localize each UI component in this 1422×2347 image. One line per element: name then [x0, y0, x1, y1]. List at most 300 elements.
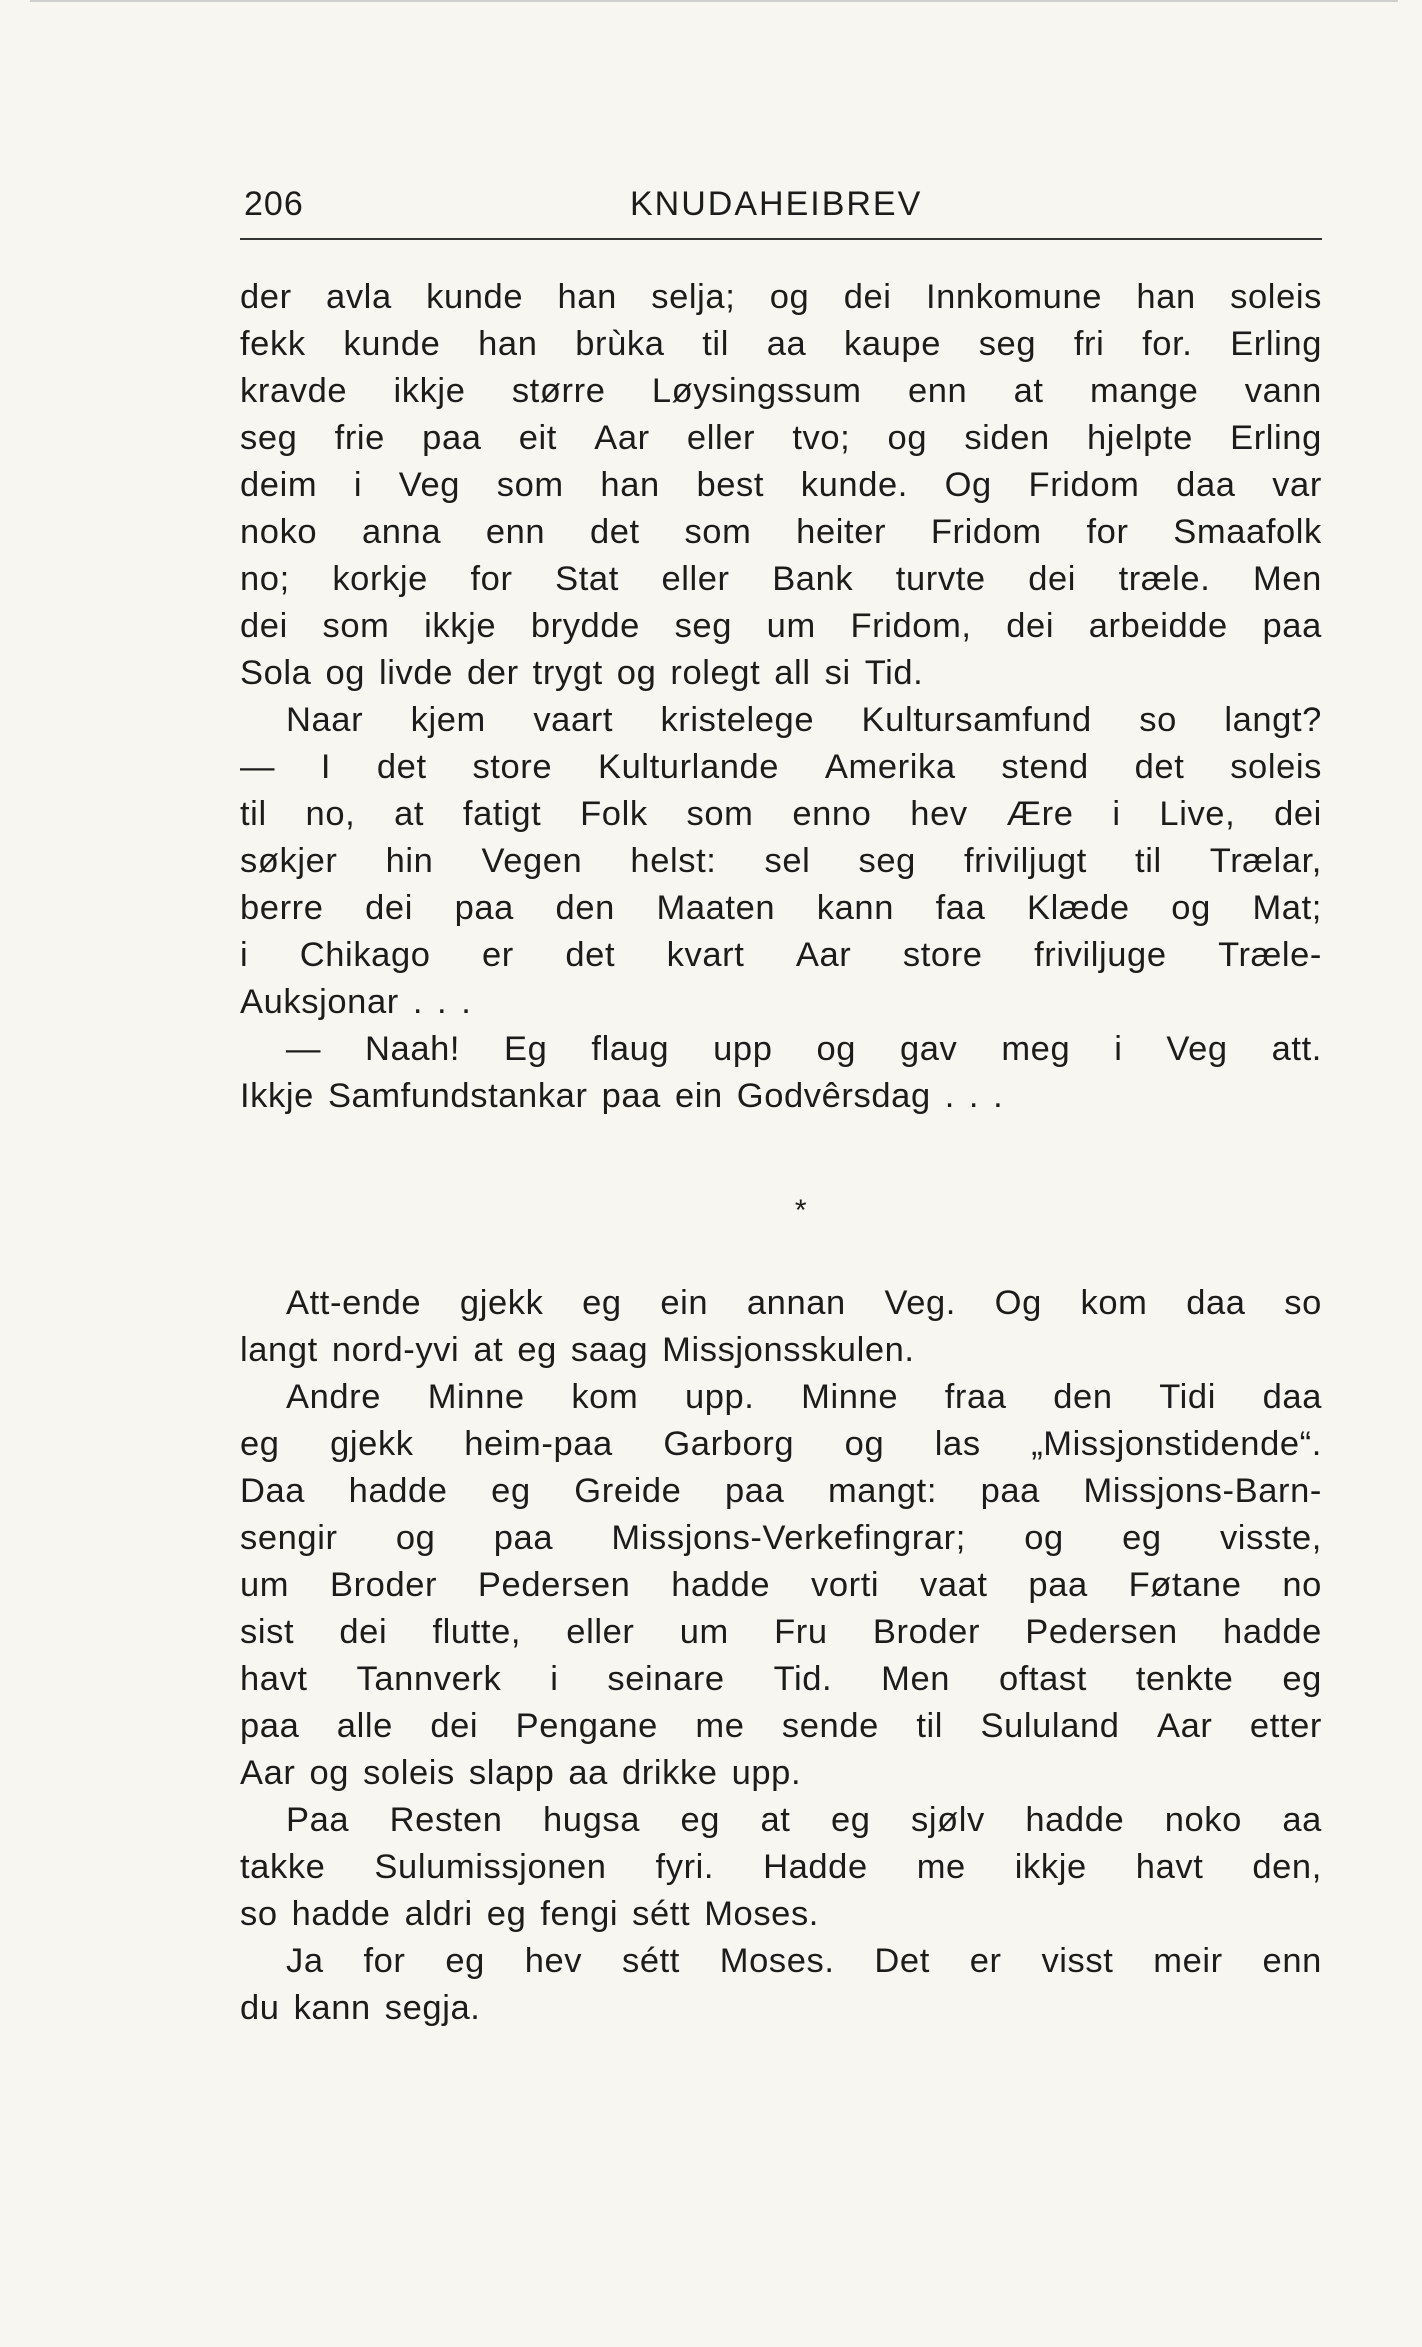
word: som: [496, 466, 564, 504]
word: eg: [1122, 1519, 1162, 1557]
word: paa: [240, 1707, 300, 1745]
word: større: [511, 372, 606, 410]
text-line: [240, 1026, 1322, 1073]
word: slapp: [468, 1754, 555, 1792]
word: Sululand: [980, 1707, 1120, 1745]
word: daa: [1176, 466, 1236, 504]
word: eg: [582, 1284, 622, 1322]
word: hadde: [1223, 1613, 1322, 1651]
word: i: [240, 936, 249, 974]
word: mangt:: [827, 1472, 938, 1510]
word: for.: [1142, 325, 1193, 363]
word: Missjons-Verkefingrar;: [611, 1519, 966, 1557]
word: upp.: [731, 1754, 802, 1792]
word: søkjer: [240, 842, 338, 880]
word: friviljugt: [964, 842, 1087, 880]
word: eller: [566, 1613, 635, 1651]
word: berre: [240, 889, 324, 927]
word: den: [555, 889, 615, 927]
word: no,: [305, 795, 356, 833]
word: den: [1053, 1378, 1113, 1416]
word: no: [1282, 1566, 1322, 1604]
text-line: [240, 791, 1322, 838]
word: at: [473, 1331, 504, 1369]
word: alle: [336, 1707, 393, 1745]
word: enno: [792, 795, 872, 833]
word: Træle-: [1218, 936, 1322, 974]
word: ein: [674, 1077, 723, 1115]
word: dei: [1274, 795, 1322, 833]
word: hev: [524, 1942, 583, 1980]
word: og: [325, 654, 366, 692]
word: var: [1272, 466, 1322, 504]
word: Minne: [427, 1378, 525, 1416]
word: visst: [1041, 1942, 1114, 1980]
word: Missjonsskulen.: [662, 1331, 915, 1369]
word: arbeidde: [1088, 607, 1228, 645]
word: „Missjonstidende“.: [1031, 1425, 1322, 1463]
word: nord-yvi: [331, 1331, 460, 1369]
word: til: [240, 795, 267, 833]
word: annan: [746, 1284, 846, 1322]
separator-asterisk: *: [794, 1193, 808, 1227]
word: Minne: [801, 1378, 899, 1416]
word: paa: [725, 1472, 785, 1510]
word: Moses.: [719, 1942, 835, 1980]
word: sétt: [632, 1895, 691, 1933]
word: og: [1171, 889, 1211, 927]
word: faa: [935, 889, 986, 927]
text-line: [240, 650, 1322, 697]
word: hadde: [1025, 1801, 1125, 1839]
word: havt: [1135, 1848, 1204, 1886]
word: seg: [240, 419, 298, 457]
word: Pedersen: [477, 1566, 631, 1604]
word: kravde: [240, 372, 348, 410]
word: eg: [1282, 1660, 1322, 1698]
word: er: [482, 936, 514, 974]
word: eller: [686, 419, 756, 457]
word: daa: [1262, 1378, 1322, 1416]
word: Samfundstankar: [327, 1077, 588, 1115]
word: um: [240, 1566, 290, 1604]
word: som: [686, 795, 754, 833]
word: frie: [334, 419, 385, 457]
running-title: KNUDAHEIBREV: [630, 185, 923, 223]
word: Veg.: [884, 1284, 956, 1322]
word: eit: [518, 419, 557, 457]
word: vaat: [919, 1566, 988, 1604]
word: Men: [881, 1660, 951, 1698]
word: Sola: [240, 654, 312, 692]
word: for: [363, 1942, 406, 1980]
word: hadde: [348, 1472, 448, 1510]
word: Godvêrsdag: [736, 1077, 931, 1115]
word: etter: [1249, 1707, 1322, 1745]
word: drikke: [621, 1754, 718, 1792]
word: Naar: [286, 701, 364, 739]
word: noko: [240, 513, 318, 551]
word: kaupe: [843, 325, 941, 363]
word: Og: [944, 466, 992, 504]
text-line: [240, 885, 1322, 932]
word: soleis: [1230, 278, 1322, 316]
word: fengi: [540, 1895, 619, 1933]
word: paa: [1028, 1566, 1088, 1604]
word: eller: [661, 560, 730, 598]
word: han: [557, 278, 617, 316]
word: Pengane: [515, 1707, 658, 1745]
word: fri: [1073, 325, 1105, 363]
word: takke: [240, 1848, 326, 1886]
text-line: [240, 1985, 1322, 2032]
word: for: [1086, 513, 1129, 551]
text-line: [240, 1421, 1322, 1468]
word: flaug: [591, 1030, 670, 1068]
word: sjølv: [910, 1801, 985, 1839]
word: hugsa: [543, 1801, 641, 1839]
word: dei: [843, 278, 892, 316]
word: hjelpte: [1087, 419, 1193, 457]
word: sétt: [621, 1942, 680, 1980]
word: kom: [1080, 1284, 1148, 1322]
word: og: [1024, 1519, 1064, 1557]
word: enn: [907, 372, 968, 410]
word: Paa: [286, 1801, 350, 1839]
word: eg: [680, 1801, 721, 1839]
text-line: [240, 932, 1322, 979]
word: Moses.: [704, 1895, 819, 1933]
word: hev: [910, 795, 968, 833]
text-line: [240, 368, 1322, 415]
word: det: [1134, 748, 1185, 786]
word: Fru: [774, 1613, 828, 1651]
word: at: [760, 1801, 791, 1839]
word: heim-paa: [464, 1425, 613, 1463]
word: kann: [293, 1989, 371, 2027]
text-line: [240, 1073, 1322, 1120]
text-line: [240, 697, 1322, 744]
word: eg: [486, 1895, 527, 1933]
word: fraa: [944, 1378, 1007, 1416]
word: han: [478, 325, 538, 363]
word: so: [1284, 1284, 1322, 1322]
word: som: [684, 513, 752, 551]
running-head: [240, 178, 1322, 240]
word: anna: [361, 513, 442, 551]
word: noko: [1164, 1801, 1242, 1839]
word: Erling: [1230, 419, 1322, 457]
word: Tannverk: [356, 1660, 502, 1698]
text-line: [240, 1468, 1322, 1515]
word: no;: [240, 560, 290, 598]
word: aa: [568, 1754, 608, 1792]
text-line: [240, 1938, 1322, 1985]
word: friviljuge: [1034, 936, 1167, 974]
word: upp: [713, 1030, 773, 1068]
word: brydde: [530, 607, 640, 645]
word: Ikkje: [240, 1077, 314, 1115]
word: vaart: [533, 701, 614, 739]
text-line: [240, 1609, 1322, 1656]
word: Aar: [594, 419, 650, 457]
text-line: [240, 321, 1322, 368]
text-line: [240, 1327, 1322, 1374]
word: avla: [326, 278, 392, 316]
word: me: [695, 1707, 745, 1745]
word: og: [887, 419, 928, 457]
word: I: [320, 748, 332, 786]
word: Fridom: [1028, 466, 1140, 504]
word: .: [944, 1077, 955, 1115]
word: i: [353, 466, 363, 504]
word: han: [1136, 278, 1196, 316]
word: Klæde: [1026, 889, 1130, 927]
text-line: [240, 556, 1322, 603]
text-line: [240, 1515, 1322, 1562]
word: meir: [1153, 1942, 1223, 1980]
word: Tid.: [773, 1660, 833, 1698]
word: Stat: [555, 560, 619, 598]
word: segja.: [384, 1989, 481, 2027]
word: soleis: [363, 1754, 455, 1792]
word: deim: [240, 466, 318, 504]
word: —: [240, 748, 276, 786]
word: so: [1139, 701, 1177, 739]
word: .: [993, 1077, 1004, 1115]
word: Og: [994, 1284, 1042, 1322]
word: .: [437, 983, 448, 1021]
word: dei: [430, 1707, 479, 1745]
word: eg: [240, 1425, 280, 1463]
word: er: [969, 1942, 1002, 1980]
word: vann: [1244, 372, 1322, 410]
word: Ja: [286, 1942, 324, 1980]
word: enn: [1262, 1942, 1322, 1980]
word: helst:: [630, 842, 717, 880]
word: den,: [1252, 1848, 1322, 1886]
word: seg: [674, 607, 733, 645]
word: eg: [830, 1801, 871, 1839]
text-line: [240, 838, 1322, 885]
text-line: [240, 1891, 1322, 1938]
word: Ære: [1006, 795, 1074, 833]
word: paa: [454, 889, 514, 927]
word: me: [916, 1848, 966, 1886]
word: aa: [766, 325, 807, 363]
word: best: [696, 466, 765, 504]
word: Sulumissjonen: [374, 1848, 607, 1886]
word: upp.: [684, 1378, 755, 1416]
text-line: [240, 1844, 1322, 1891]
word: og: [844, 1425, 885, 1463]
word: for: [470, 560, 513, 598]
word: dei: [240, 607, 288, 645]
word: Broder: [872, 1613, 981, 1651]
word: flutte,: [432, 1613, 522, 1651]
text-line: [240, 1797, 1322, 1844]
word: Maaten: [656, 889, 776, 927]
word: paa: [1262, 607, 1322, 645]
text-line: [240, 1374, 1322, 1421]
word: langt?: [1224, 701, 1322, 739]
word: Folk: [580, 795, 648, 833]
word: brùka: [575, 325, 665, 363]
word: Løysingssum: [651, 372, 862, 410]
word: til: [916, 1707, 944, 1745]
word: ikkje: [393, 372, 466, 410]
word: korkje: [332, 560, 428, 598]
word: all: [774, 654, 811, 692]
word: store: [472, 748, 553, 786]
word: Aar: [795, 936, 852, 974]
word: og: [616, 654, 657, 692]
word: Bank: [772, 560, 854, 598]
word: kunde: [343, 325, 441, 363]
word: Fridom,: [850, 607, 972, 645]
word: Tidi: [1159, 1378, 1216, 1416]
word: Trælar,: [1209, 842, 1322, 880]
text-line: [240, 274, 1322, 321]
word: du: [240, 1989, 280, 2027]
word: og: [309, 1754, 350, 1792]
word: paa: [422, 419, 482, 457]
word: seg: [978, 325, 1037, 363]
word: .: [461, 983, 472, 1021]
word: der: [467, 654, 519, 692]
word: at: [1013, 372, 1044, 410]
word: store: [902, 936, 983, 974]
text-line: [240, 1280, 1322, 1327]
text-line: [240, 1656, 1322, 1703]
word: Amerika: [824, 748, 956, 786]
word: Veg: [1166, 1030, 1228, 1068]
word: at: [394, 795, 425, 833]
word: selja;: [651, 278, 736, 316]
word: ikkje: [1014, 1848, 1087, 1886]
word: enn: [485, 513, 546, 551]
word: um: [679, 1613, 729, 1651]
word: dei: [1028, 560, 1077, 598]
word: og: [769, 278, 810, 316]
text-line: [240, 603, 1322, 650]
word: Daa: [240, 1472, 306, 1510]
word: Veg: [398, 466, 461, 504]
word: det: [376, 748, 427, 786]
word: so: [240, 1895, 278, 1933]
word: aa: [1282, 1801, 1322, 1839]
word: dei: [339, 1613, 388, 1651]
word: Pedersen: [1025, 1613, 1178, 1651]
word: saag: [570, 1331, 649, 1369]
word: sel: [764, 842, 811, 880]
word: i: [1112, 795, 1121, 833]
word: att.: [1271, 1030, 1322, 1068]
word: sist: [240, 1613, 295, 1651]
word: Men: [1252, 560, 1322, 598]
word: Live,: [1159, 795, 1236, 833]
word: seinare: [607, 1660, 725, 1698]
word: Kulturlande: [597, 748, 780, 786]
word: Hadde: [763, 1848, 868, 1886]
word: gav: [899, 1030, 958, 1068]
word: Smaafolk: [1173, 513, 1322, 551]
word: paa: [980, 1472, 1040, 1510]
word: heiter: [796, 513, 887, 551]
word: kann: [816, 889, 895, 927]
word: der: [240, 278, 292, 316]
body-text: [240, 274, 1322, 2032]
word: sende: [781, 1707, 879, 1745]
word: det: [565, 936, 616, 974]
word: rolegt: [670, 654, 761, 692]
word: langt: [240, 1331, 318, 1369]
word: kvart: [666, 936, 745, 974]
word: aldri: [404, 1895, 473, 1933]
word: hadde: [291, 1895, 391, 1933]
word: fyri.: [655, 1848, 715, 1886]
word: paa: [601, 1077, 661, 1115]
word: tenkte: [1135, 1660, 1234, 1698]
word: til: [702, 325, 729, 363]
word: gjekk: [459, 1284, 544, 1322]
top-edge-rule: [30, 0, 1398, 2]
word: Greide: [574, 1472, 682, 1510]
word: i: [1114, 1030, 1123, 1068]
word: Aar: [240, 1754, 296, 1792]
word: oftast: [998, 1660, 1087, 1698]
text-line: [240, 1703, 1322, 1750]
text-line: [240, 509, 1322, 556]
word: Kultursamfund: [861, 701, 1092, 739]
word: Garborg: [663, 1425, 795, 1463]
text-line: [240, 1750, 1322, 1797]
word: —: [286, 1030, 322, 1068]
word: las: [934, 1425, 981, 1463]
word: og: [395, 1519, 436, 1557]
text-line: [240, 744, 1322, 791]
text-line: [240, 415, 1322, 462]
word: eg: [517, 1331, 557, 1369]
word: kunde.: [800, 466, 908, 504]
word: kom: [571, 1378, 639, 1416]
text-line: [240, 462, 1322, 509]
word: Naah!: [365, 1030, 461, 1068]
word: Chikago: [299, 936, 431, 974]
word: stend: [1001, 748, 1089, 786]
word: visste,: [1219, 1519, 1322, 1557]
word: si: [824, 654, 851, 692]
word: Vegen: [481, 842, 583, 880]
word: dei: [1006, 607, 1055, 645]
word: turvte: [895, 560, 986, 598]
word: Broder: [329, 1566, 438, 1604]
word: fatigt: [462, 795, 542, 833]
word: som: [322, 607, 390, 645]
word: havt: [240, 1660, 308, 1698]
word: Att-ende: [286, 1284, 422, 1322]
word: vorti: [810, 1566, 880, 1604]
word: eg: [491, 1472, 531, 1510]
word: tvo;: [792, 419, 851, 457]
word: og: [816, 1030, 857, 1068]
word: hadde: [671, 1566, 771, 1604]
word: Missjons-Barn-: [1083, 1472, 1322, 1510]
word: Mat;: [1252, 889, 1322, 927]
text-line: [240, 1562, 1322, 1609]
word: daa: [1186, 1284, 1246, 1322]
word: .: [412, 983, 424, 1021]
